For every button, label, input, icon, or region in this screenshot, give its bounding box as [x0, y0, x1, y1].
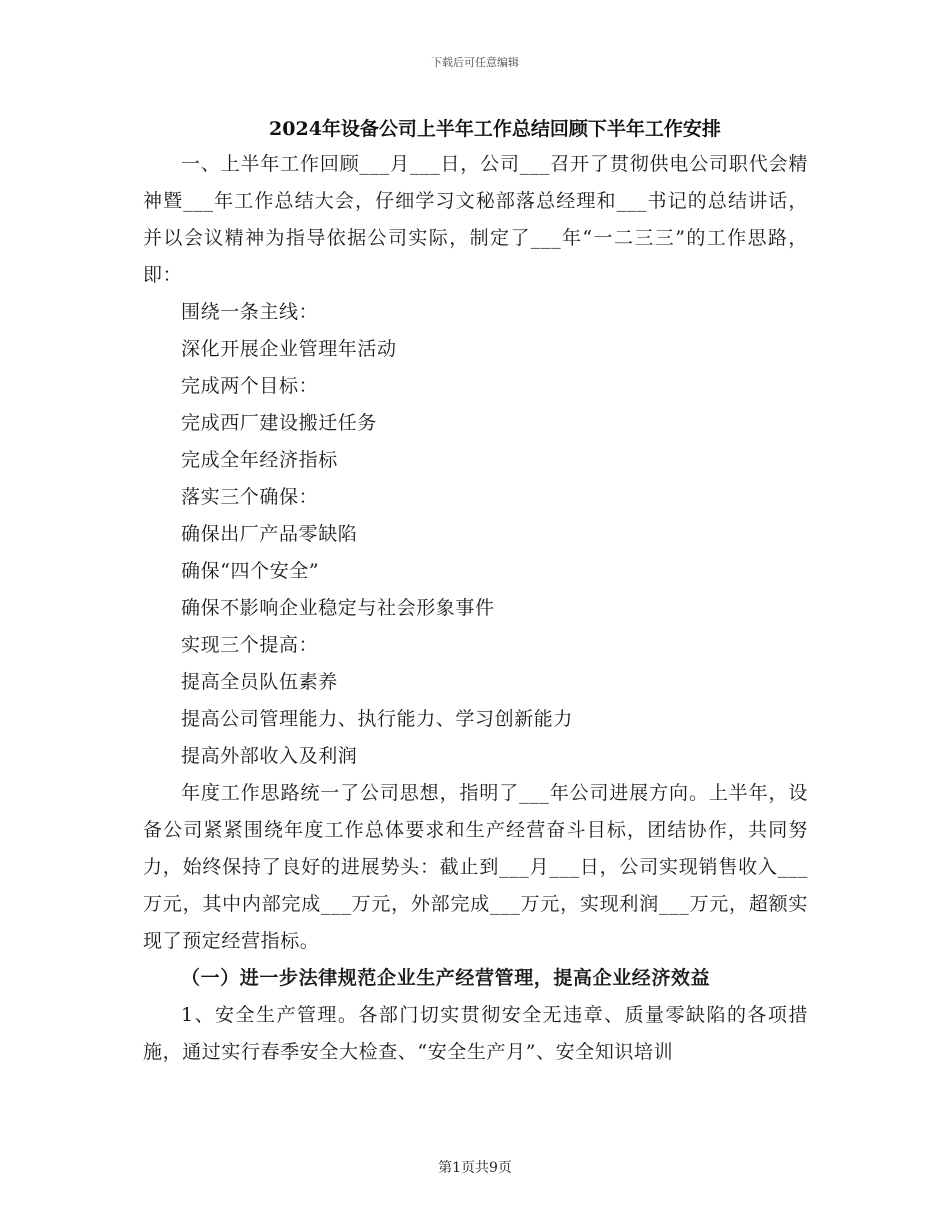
document-body	[143, 146, 808, 1071]
page-title: 2024年设备公司上半年工作总结回顾下半年工作安排	[269, 118, 721, 140]
list-line: 确保不影响企业稳定与社会形象事件	[181, 597, 495, 619]
list-line: 确保出厂产品零缺陷	[181, 523, 358, 545]
section-item-paragraph: 1、安全生产管理。各部门切实贯彻安全无违章、质量零缺陷的各项措施，通过实行春季安全大检查、“安全生产月”、安全知识培训	[143, 1004, 808, 1063]
intro-paragraph: 一、上半年工作回顾___月___日，公司___召开了贯彻供电公司职代会精神暨___年工作总结大会，仔细学习文秘部落总经理和___书记的总结讲话，并以会议精神为指导依据公司实际，制定了___年“一二三三”的工作思路，即：	[143, 153, 808, 286]
summary-paragraph: 年度工作思路统一了公司思想，指明了___年公司进展方向。上半年，设备公司紧紧围绕年度工作总体要求和生产经营奋斗目标，团结协作，共同努力，始终保持了良好的进展势头：截止到___月___日，公司实现销售收入___万元，其中内部完成___万元，外部完成___万元，实现利润___万元，超额实现了预定经营指标。	[143, 782, 808, 952]
section-heading: （一）进一步法律规范企业生产经营管理，提高企业经济效益	[181, 967, 711, 989]
list-line: 实现三个提高：	[181, 634, 319, 656]
list-line: 完成西厂建设搬迁任务	[181, 412, 378, 434]
header-note: 下载后可任意编辑	[431, 56, 519, 69]
list-line: 提高外部收入及利润	[181, 745, 358, 767]
list-line: 提高公司管理能力、执行能力、学习创新能力	[181, 708, 574, 730]
page-indicator: 第1页共9页	[438, 1160, 512, 1176]
list-line: 落实三个确保：	[181, 486, 319, 508]
list-line: 确保“四个安全”	[181, 560, 320, 582]
list-line: 完成两个目标：	[181, 375, 319, 397]
list-line: 提高全员队伍素养	[181, 671, 338, 693]
list-line: 完成全年经济指标	[181, 449, 338, 471]
list-line: 深化开展企业管理年活动	[181, 338, 397, 360]
list-line: 围绕一条主线：	[181, 301, 319, 323]
